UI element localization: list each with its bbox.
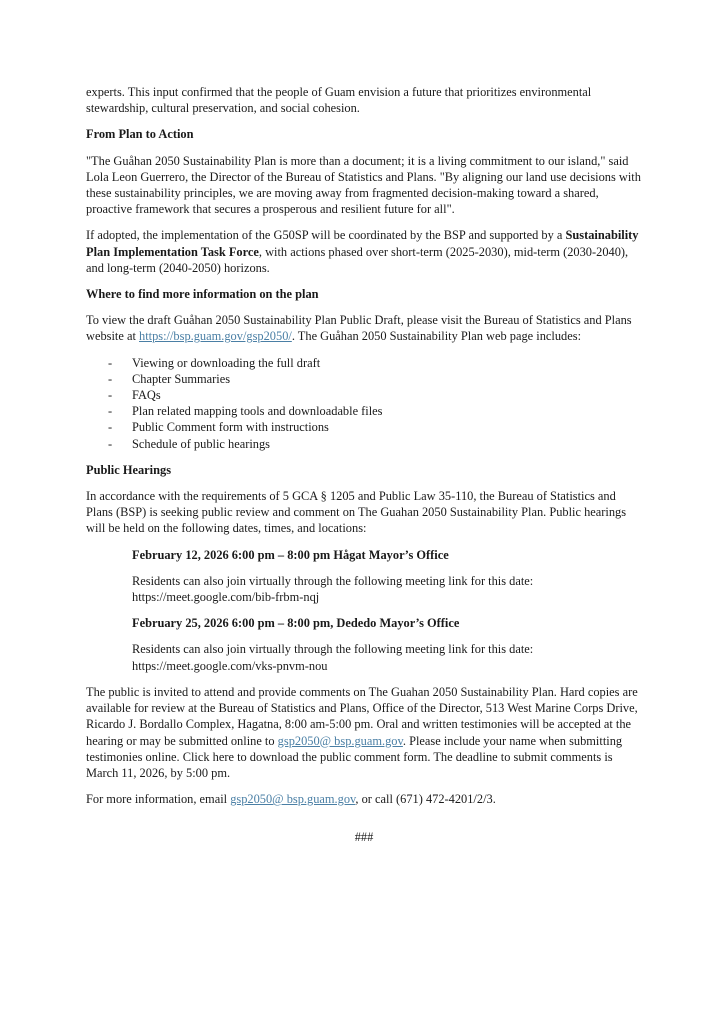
- hearing-title: February 25, 2026 6:00 pm – 8:00 pm, Dededo Mayor’s Office: [132, 616, 460, 631]
- hearing-entry: [132, 615, 642, 674]
- list-item: [86, 355, 642, 371]
- dash-bullet: -: [108, 420, 113, 435]
- hearing-title: February 12, 2026 6:00 pm – 8:00 pm Hågat Mayor’s Office: [132, 547, 449, 562]
- list-item-text: Public Comment form with instructions: [132, 420, 329, 435]
- heading-public-hearings: Public Hearings: [86, 462, 172, 477]
- list-item-text: Viewing or downloading the full draft: [132, 355, 321, 370]
- public-comment-paragraph: [86, 684, 642, 781]
- list-item: [86, 387, 642, 403]
- list-item: [86, 371, 642, 387]
- list-item: [86, 419, 642, 435]
- hearings-intro: In accordance with the requirements of 5 GCA § 1205 and Public Law 35-110, the Bureau of Statistics and Plans (BSP) is seeking public review and comment on The Guahan 2050 Sustainability Plan. Public hearings will be held on the following dates, times, and locations:: [86, 489, 627, 536]
- hearing-meet-link[interactable]: https://meet.google.com/vks-pnvm-nou: [132, 658, 328, 673]
- hearing-note-text: Residents can also join virtually through the following meeting link for this date:: [132, 573, 534, 588]
- dash-bullet: -: [108, 371, 113, 386]
- info-text-before: To view the draft Guåhan 2050 Sustainability Plan Public Draft, please visit the Bureau of Statistics and Plans website at: [86, 313, 632, 344]
- contact-paragraph: [86, 791, 642, 807]
- public-text-before: The public is invited to attend and provide comments on The Guahan 2050 Sustainability Plan. Hard copies are available for review at the Bureau of Statistics and Plans, Office of the Director, 513 West Marine Corps Drive, Ricardo J. Bordallo Complex, Hagatna, 8:00 am-5:00 pm. Oral and written testimonies will be accepted at the hearing or may be submitted online to: [86, 684, 638, 748]
- dash-bullet: -: [108, 404, 113, 419]
- list-item: [86, 403, 642, 419]
- contact-text-after: , or call (671) 472-4201/2/3.: [355, 792, 496, 807]
- dash-bullet: -: [108, 388, 113, 403]
- contact-email-link[interactable]: gsp2050@ bsp.guam.gov: [230, 792, 356, 807]
- heading-plan-to-action: From Plan to Action: [86, 127, 194, 142]
- document-page: [86, 84, 642, 846]
- hearing-entry: [132, 547, 642, 606]
- webpage-contents-list: [86, 355, 642, 452]
- list-item-text: FAQs: [132, 388, 161, 403]
- list-item-text: Plan related mapping tools and downloadable files: [132, 404, 383, 419]
- testimony-email-link[interactable]: gsp2050@ bsp.guam.gov: [277, 733, 403, 748]
- hearing-virtual-note: [132, 573, 642, 605]
- quote-paragraph: "The Guåhan 2050 Sustainability Plan is more than a document; it is a living commitment to our island," said Lola Leon Guerrero, the Director of the Bureau of Statistics and Plans. "By aligning our land use decisions with these sustainability principles, we are moving away from fragmented decision-making toward a shared, proactive framework that secures a prosperous and resilient future for all".: [86, 153, 641, 217]
- hearing-meet-link[interactable]: https://meet.google.com/bib-frbm-nqj: [132, 590, 320, 605]
- list-item-text: Chapter Summaries: [132, 371, 231, 386]
- dash-bullet: -: [108, 355, 113, 370]
- gsp2050-website-link[interactable]: https://bsp.guam.gov/gsp2050/: [139, 329, 292, 344]
- impl-text-after: , with actions phased over short-term (2025-2030), mid-term (2030-2040), and long-term (2040-2050) horizons.: [86, 244, 629, 275]
- public-text-after: . Please include your name when submitting testimonies online. Click here to download the public comment form. The deadline to submit comments is March 11, 2026, by 5:00 pm.: [86, 733, 623, 780]
- hearing-note-text: Residents can also join virtually through the following meeting link for this date:: [132, 642, 534, 657]
- heading-more-info: Where to find more information on the plan: [86, 287, 319, 302]
- intro-paragraph: experts. This input confirmed that the people of Guam envision a future that prioritizes environmental stewardship, cultural preservation, and social cohesion.: [86, 85, 592, 116]
- list-item-text: Schedule of public hearings: [132, 436, 270, 451]
- contact-text-before: For more information, email: [86, 792, 231, 807]
- end-mark: ###: [354, 830, 374, 845]
- info-text-after: . The Guåhan 2050 Sustainability Plan web page includes:: [291, 329, 582, 344]
- more-info-paragraph: [86, 312, 642, 344]
- dash-bullet: -: [108, 436, 113, 451]
- task-force-name: Sustainability Plan Implementation Task Force: [86, 228, 639, 259]
- hearing-virtual-note: [132, 641, 642, 673]
- impl-text-before: If adopted, the implementation of the G50SP will be coordinated by the BSP and supported by a: [86, 228, 566, 243]
- implementation-paragraph: [86, 227, 642, 276]
- list-item: [86, 436, 642, 452]
